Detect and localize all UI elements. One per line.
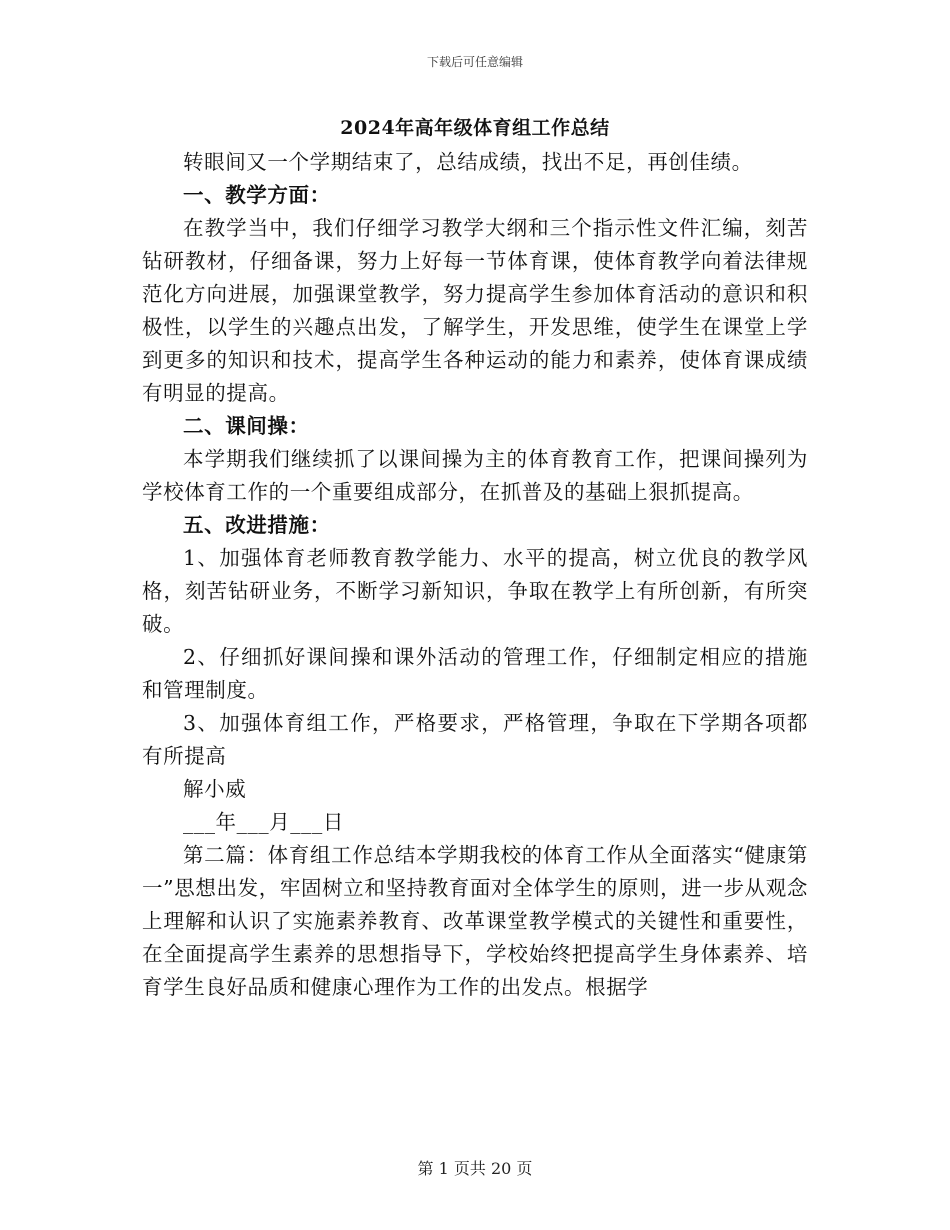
signature-date: ___年___月___日 xyxy=(183,810,344,834)
improvement-item-2: 2、仔细抓好课间操和课外活动的管理工作，仔细制定相应的措施和管理制度。 xyxy=(142,645,808,702)
improvement-item-3: 3、加强体育组工作，严格要求，严格管理，争取在下学期各项都有所提高 xyxy=(142,711,808,768)
document-body xyxy=(142,146,808,1004)
section-heading-improvement: 五、改进措施： xyxy=(183,513,331,537)
intro-paragraph: 转眼间又一个学期结束了，总结成绩，找出不足，再创佳绩。 xyxy=(183,150,753,174)
page-footer: 第 1 页共 20 页 xyxy=(417,1159,533,1178)
second-article-paragraph: 第二篇：体育组工作总结本学期我校的体育工作从全面落实“健康第一”思想出发，牢固树立和坚持教育面对全体学生的原则，进一步从观念上理解和认识了实施素养教育、改革课堂教学模式的关键性和重要性，在全面提高学生素养的思想指导下，学校始终把提高学生身体素养、培育学生良好品质和健康心理作为工作的出发点。根据学 xyxy=(142,843,808,999)
teaching-paragraph: 在教学当中，我们仔细学习教学大纲和三个指示性文件汇编，刻苦钻研教材，仔细备课，努力上好每一节体育课，使体育教学向着法律规范化方向进展，加强课堂教学，努力提高学生参加体育活动的意识和积极性，以学生的兴趣点出发，了解学生，开发思维，使学生在课堂上学到更多的知识和技术，提高学生各种运动的能力和素养，使体育课成绩有明显的提高。 xyxy=(142,216,808,405)
improvement-item-1: 1、加强体育老师教育教学能力、水平的提高，树立优良的教学风格，刻苦钻研业务，不断学习新知识，争取在教学上有所创新，有所突破。 xyxy=(142,546,808,636)
section-heading-exercise: 二、课间操： xyxy=(183,414,310,438)
section-heading-teaching: 一、教学方面： xyxy=(183,183,331,207)
exercise-paragraph: 本学期我们继续抓了以课间操为主的体育教育工作，把课间操列为学校体育工作的一个重要组成部分，在抓普及的基础上狠抓提高。 xyxy=(142,447,808,504)
page-title: 2024年高年级体育组工作总结 xyxy=(340,117,610,139)
header-note: 下载后可任意编辑 xyxy=(426,55,523,69)
signature-name: 解小威 xyxy=(183,777,247,801)
